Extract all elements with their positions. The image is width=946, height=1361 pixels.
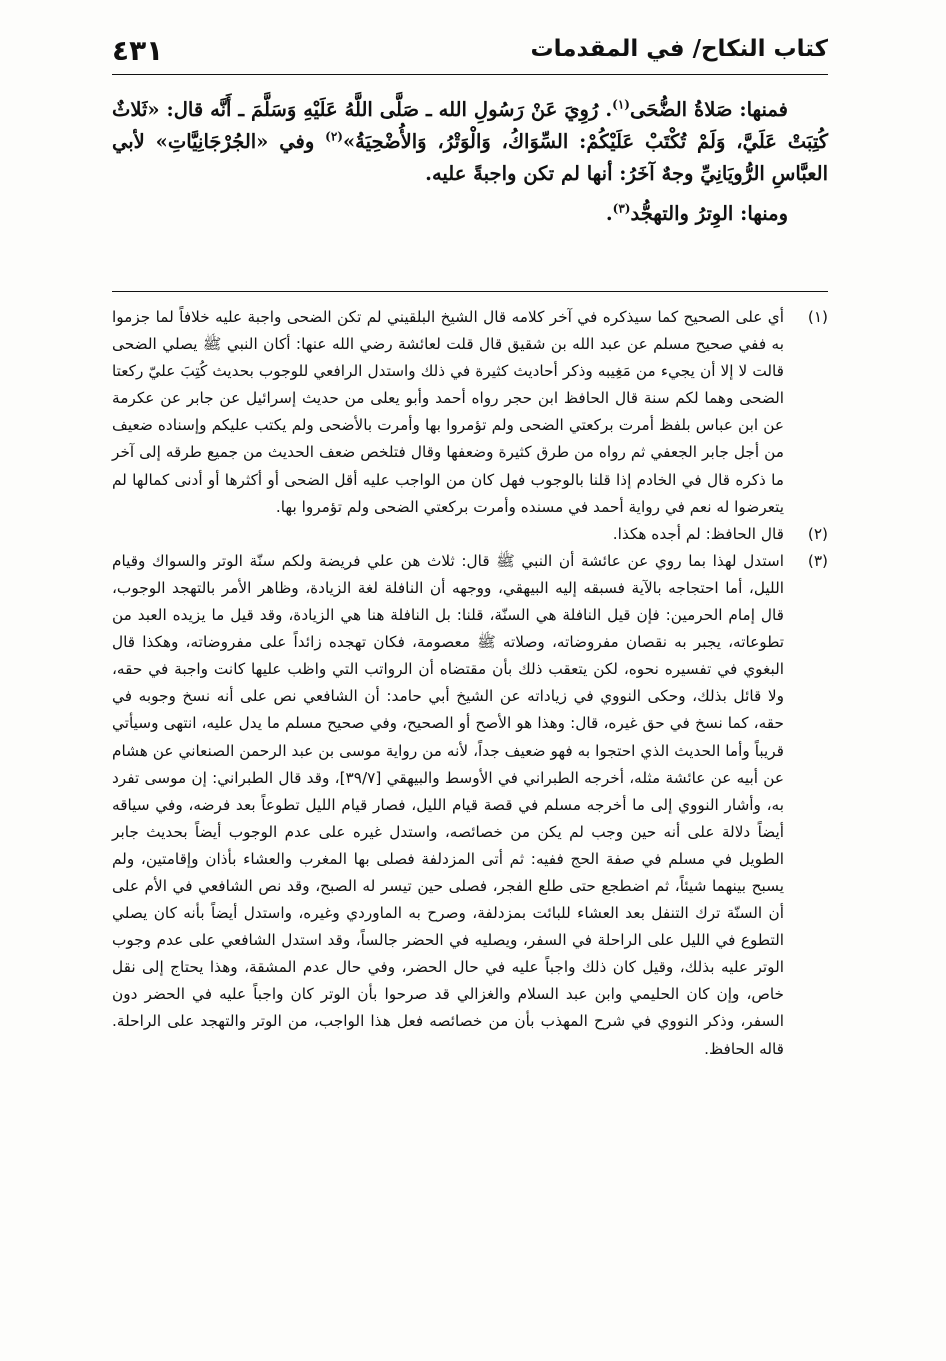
- footnote-3: [112, 548, 828, 1063]
- paragraph-duha: [112, 94, 828, 190]
- text-segment: : صَلاةُ الضُّحَى: [629, 98, 747, 121]
- footnote-text: استدل لهذا بما روي عن عائشة أن النبي ﷺ قال: ثلاث هن علي فريضة ولكم سنّة الوتر والسواك وقيام الليل، أما احتجاجه بالآية فسبقه إليه البيهقي، ووجهه أن النافلة لغة الزيادة، وظاهر الأمر بالتهجد الوجوب، قال إمام الحرمين: فإن قيل النافلة هي السنّة، قلنا: بل النافلة هنا هي الزيادة، وقد قيل ما يزيده العبد من تطوعاته، يجبر به نقصان مفروضاته، وصلاته ﷺ معصومة، فكان تهجده زائداً على مفروضاته، وهكذا قال البغوي في تفسيره نحوه، لكن يتعقب ذلك بأن مقتضاه أن الرواتب التي واظب عليها كانت واجبة في حقه، ولا قائل بذلك، وحكى النووي في زياداته عن الشيخ أبي حامد: أن الشافعي نص على أنه نسخ وجوبه في حقه، كما نسخ في حق غيره، قال: وهذا هو الأصح أو الصحيح، وفي صحيح مسلم ما يدل عليه، انتهى وسيأتي قريباً وأما الحديث الذي احتجوا به فهو ضعيف جداً، لأنه من رواية موسى بن عبد الرحمن الصنعاني عن هشام عن أبيه عن عائشة مثله، أخرجه الطبراني في الأوسط والبيهقي [٣٩/٧]، وقد قال الطبراني: إن موسى تفرد به، وأشار النووي إلى ما أخرجه مسلم في قصة قيام الليل، فصار قيام الليل تطوعاً بعد فرضه، وفي سياقه أيضاً دلالة على أنه حين وجب لم يكن من خصائصه، واستدل غيره على عدم الوجوب أيضاً بحديث جابر الطويل في مسلم في صفة الحج ففيه: ثم أتى المزدلفة فصلى بها المغرب والعشاء بأذان وإقامتين، ولم يسبح بينهما شيئاً، ثم اضطجع حتى طلع الفجر، فصلى حين تيسر له الصبح، وقد نص الشافعي في الأم على أن السنّة ترك التنفل بعد العشاء للبائت بمزدلفة، وصرح به الماوردي وغيره، واستدل أيضاً بأنه كان يصلي التطوع في الليل على الراحلة في السفر، ويصليه في الحضر جالساً، وقد استدل الشافعي على عدم وجوب الوتر عليه بذلك، وقيل كان ذلك واجباً عليه في حال الحضر، وفي حال عدم المشقة، وهذا يحتاج إلى نقل خاص، وإن كان الحليمي وابن عبد السلام والغزالي قد صرحوا بأن الوتر كان واجباً عليه في الحضر دون السفر، وذكر النووي في شرح المهذب بأن من خصائصه فعل هذا الواجب، من الوتر والتهجد على الراحلة. قاله الحافظ.: [112, 551, 784, 1058]
- header-title: كتاب النكاح/ في المقدمات: [530, 36, 828, 62]
- footnotes: [112, 304, 828, 1063]
- footnote-text: أي على الصحيح كما سيذكره في آخر كلامه قال الشيخ البلقيني لم تكن الضحى واجبة عليه خلافاً لما جزموا به ففي صحيح مسلم عن عبد الله بن شقيق قال قلت لعائشة رضي الله عنها: أكان النبي ﷺ يصلي الضحى قالت لا إلا أن يجيء من مَغِيبه وذكر أحاديث كثيرة في ذلك واستدل الرافعي للوجوب بحديث كُتِبَ عليّ ركعتا الضحى وهما لكم سنة قال الحافظ ابن حجر رواه أحمد وأبو يعلى من حديث إسرائيل عن جابر عن عكرمة عن ابن عباس بلفظ أمرت بركعتي الضحى ولم تؤمروا بها وأمرت بالأضحى ولم يكتب عليكم وإسناده ضعيف من أجل جابر الجعفي ثم رواه من طرق كثيرة وضعفها وقال فتلخص ضعف الحديث من جميع طرقه إلى آخر ما ذكره قال في الخادم إذا قلنا بالوجوب فهل كان من الواجب عليه أقل الضحى أو أكثرها أو أدنى كمالها لم يتعرضوا له نعم في رواية أحمد في مسنده وأمرت بركعتي الضحى ولم تؤمروا بها.: [112, 308, 784, 516]
- footnote-1: [112, 304, 828, 521]
- footnote-ref-1[interactable]: (١): [612, 97, 630, 112]
- footnote-number: (١): [807, 308, 828, 326]
- footnote-separator: [112, 291, 828, 292]
- running-header: [112, 34, 828, 75]
- footnote-number: (٣): [807, 551, 828, 570]
- footnote-ref-2[interactable]: (٢): [325, 129, 343, 144]
- main-text: [112, 94, 828, 230]
- footnote-ref-3[interactable]: (٣): [612, 201, 631, 216]
- paragraph-witr: [112, 198, 828, 230]
- text-segment: ومنها: الوِترُ والتهجُّد: [630, 202, 788, 225]
- footnote-number: (٢): [807, 524, 828, 543]
- text-segment: . رُوِيَ عَنْ رَسُولِ الله ـ صَلَّى اللَّهُ عَلَيْهِ وَسَلَّمَ ـ أَنَّه قال: «ثَلاثٌ كُتِبَتْ عَلَيَّ، وَلَمْ تُكْتَبْ عَلَيْكُمْ: السِّوَاكُ، وَالْوَتْرُ، وَالأُضْحِيَةُ»: [112, 98, 828, 153]
- footnote-2: [112, 521, 828, 548]
- page-number: ٤٣١: [112, 34, 164, 67]
- lead-word: فمنها: [746, 98, 788, 121]
- text-segment: وفي «الجُرْجَانِيَّاتِ» لأبي العبَّاسِ الرُّويَانِيِّ وجهٌ آخَرُ: أنها لم تكن واجبةً عليه.: [112, 130, 828, 185]
- text-segment: .: [605, 202, 613, 225]
- footnote-text: قال الحافظ: لم أجده هكذا.: [612, 524, 784, 543]
